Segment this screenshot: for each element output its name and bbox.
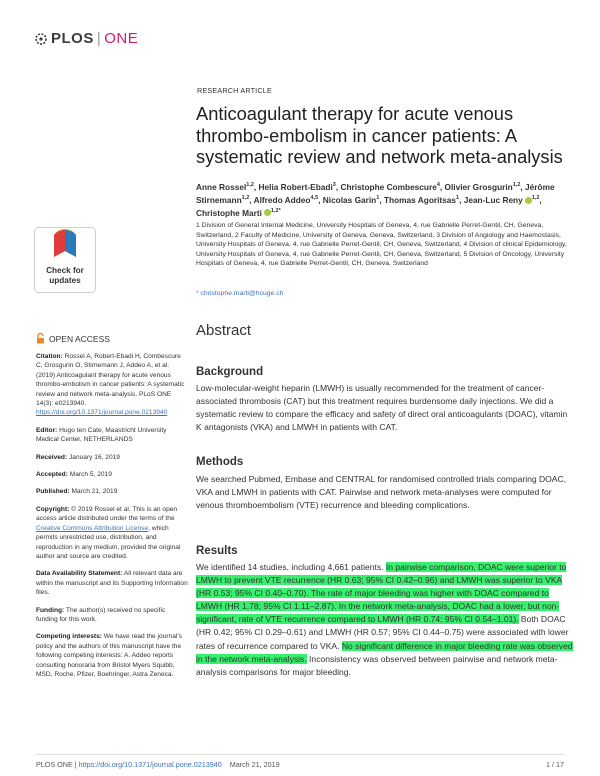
open-access-label bbox=[36, 333, 110, 344]
plos-logo-icon bbox=[34, 32, 48, 46]
article-type: RESEARCH ARTICLE bbox=[197, 86, 272, 95]
abstract-heading: Abstract bbox=[196, 322, 252, 339]
plos-one-logo[interactable] bbox=[34, 30, 138, 47]
data-availability-text: All relevant data are within the manuscript and its Supporting Information files. bbox=[36, 570, 188, 597]
footer-doi-link[interactable]: https://doi.org/10.1371/journal.pone.0213940 bbox=[78, 760, 222, 769]
check-updates-line2: updates bbox=[49, 276, 81, 285]
author-name: Alfredo Addeo bbox=[253, 194, 311, 205]
received-text: January 16, 2019 bbox=[69, 453, 120, 461]
author-list: Anne Rossel$^{1,2}$, Helia Robert-Ebadi$^3$, Christophe Combescure$^4$, Olivier Grosgurin$^{1,2}$, Jérôme Stirnemann$^{1,2}$, Alfredo Addeo$^{4,5}$, Nicolas Garin$^1$, Thomas Agoritsas$^1$, Jean-Luc Reny $^{1,2}$, Christophe Marti $^{1,2*}$ bbox=[196, 181, 555, 218]
author-name: Nicolas Garin bbox=[322, 194, 377, 205]
copyright-text: © 2019 Rossel et al. This is an open access article distributed under the terms of the bbox=[36, 505, 178, 523]
author-affiliation-sup: 3 bbox=[332, 182, 336, 188]
copyright-block bbox=[36, 505, 188, 561]
copyright-label: Copyright: bbox=[36, 505, 70, 513]
editor-text: Hugo ten Cate, Maastricht University Medical Center, NETHERLANDS bbox=[36, 426, 167, 444]
accepted-block bbox=[36, 470, 188, 479]
article-title: Anticoagulant therapy for acute venous thrombo-embolism in cancer patients: A systematic review and network meta-analysis bbox=[196, 103, 563, 167]
published-block bbox=[36, 487, 188, 496]
published-label: Published: bbox=[36, 488, 70, 496]
logo-one-text: ONE bbox=[104, 30, 139, 47]
data-availability-block bbox=[36, 569, 188, 597]
citation-label: Citation: bbox=[36, 353, 63, 360]
results-part-1: We identified 14 studies, including 4,661 patients. bbox=[196, 562, 386, 572]
corresponding-email[interactable]: * christophe.marti@hcuge.ch bbox=[196, 290, 284, 297]
author-affiliation-sup: 1,2 bbox=[531, 194, 540, 201]
citation-doi-link[interactable]: https://doi.org/10.1371/journal.pone.0213940 bbox=[36, 409, 168, 417]
author-affiliation-sup: 1,2 bbox=[241, 194, 250, 201]
license-link[interactable]: Creative Commons Attribution License bbox=[36, 524, 149, 532]
footer-separator: | bbox=[72, 760, 79, 769]
article-info-sidebar bbox=[36, 352, 188, 687]
funding-label: Funding: bbox=[36, 606, 65, 614]
author-name: Anne Rossel bbox=[196, 181, 247, 192]
author-affiliation-sup: 1 bbox=[376, 194, 380, 201]
orcid-icon[interactable] bbox=[525, 197, 532, 204]
accepted-label: Accepted: bbox=[36, 471, 68, 479]
footer-journal: PLOS ONE bbox=[36, 760, 73, 769]
results-text bbox=[196, 561, 574, 679]
open-lock-icon bbox=[36, 333, 45, 344]
accepted-text: March 5, 2019 bbox=[69, 471, 112, 479]
author-name: Helia Robert-Ebadi bbox=[258, 181, 333, 192]
footer-divider bbox=[36, 754, 564, 755]
citation-text: Rossel A, Robert-Ebadi H, Combescure C, Grosgurin O, Stirnemann J, Addeo A, et al. (2019) Anticoagulant therapy for acute venous thrombo-embolism in cancer patients: A systematic review and network meta-analysis. PLoS ONE 14(3): e0213940. bbox=[36, 353, 185, 408]
published-text: March 21, 2019 bbox=[71, 488, 118, 496]
orcid-icon[interactable] bbox=[264, 209, 271, 216]
logo-plos-text: PLOS bbox=[51, 30, 94, 47]
author-name: Jérôme Stirnemann bbox=[196, 181, 555, 205]
page-number: 1 / 17 bbox=[546, 760, 564, 769]
affiliations: 1 Division of General Internal Medicine, University Hospitals of Geneva, 4, rue Gabrielle Perret-Gentil, CH, Geneva, Switzerland, 2 Faculty of Medicine, University of Geneva, Geneva, Switzerland, 3 Division of Angiology and Haemostasis, University Hospitals of Geneva, 4, rue Gabrielle Perret-Gentil, CH, Geneva, Switzerland, 4 Division of clinical Epidemiology, University Hospitals of Geneva, 4, rue Gabrielle Perret-Gentil, CH, Geneva, Switzerland, 5 Division of Oncology, University Hospitals of Geneva, 4, rue Gabrielle Perret-Gentil, CH, Geneva, Switzerland bbox=[196, 222, 567, 268]
check-for-updates-badge[interactable] bbox=[34, 227, 96, 293]
logo-separator: | bbox=[96, 30, 102, 47]
received-block bbox=[36, 453, 188, 462]
results-heading: Results bbox=[196, 545, 238, 557]
author-name: Jean-Luc Reny bbox=[463, 194, 523, 205]
footer-left bbox=[36, 760, 280, 769]
author-affiliation-sup: 1,2 bbox=[512, 182, 521, 188]
results-highlight-2: No significant difference in major bleeding rate was observed in the network meta-analysis. bbox=[196, 640, 573, 664]
results-part-3: Both DOAC (HR 0.42; 95% CI 0.29–0.61) and LMWH (HR 0.57; 95% CI 0.44–0.75) were associated with lower rates of recurrence compared to VKA. bbox=[196, 614, 569, 651]
editor-block bbox=[36, 426, 188, 445]
check-updates-line1: Check for bbox=[46, 266, 84, 275]
author-name: Thomas Agoritsas bbox=[383, 194, 457, 205]
background-text: Low-molecular-weight heparin (LMWH) is usually recommended for the treatment of cancer-associated thrombosis (CAT) but this treatment requires burdensome daily injections. We did a systematic review to compare the efficacy and safety of direct oral anticoagulants (DOAC), vitamin K antagonists (VKA) and LMWH in patients with CAT. bbox=[196, 383, 568, 433]
author-name: Christophe Combescure bbox=[340, 181, 437, 192]
received-label: Received: bbox=[36, 453, 68, 461]
footer-date: March 21, 2019 bbox=[229, 760, 280, 769]
competing-interests-block bbox=[36, 632, 188, 679]
funding-block bbox=[36, 606, 188, 625]
author-affiliation-sup: 4 bbox=[436, 182, 440, 188]
page-footer bbox=[36, 760, 564, 769]
author-affiliation-sup: 1,2 bbox=[246, 182, 254, 188]
copyright-text-cont: , which permits unrestricted use, distribution, and reproduction in any medium, provided the original author and source are credited. bbox=[36, 524, 181, 560]
author-name: Christophe Marti bbox=[196, 207, 262, 218]
methods-heading: Methods bbox=[196, 456, 244, 468]
competing-interests-label: Competing interests: bbox=[36, 633, 102, 641]
author-affiliation-sup: 4,5 bbox=[310, 194, 319, 201]
open-access-text: OPEN ACCESS bbox=[49, 333, 110, 344]
check-for-updates-icon bbox=[34, 227, 96, 293]
data-availability-label: Data Availability Statement: bbox=[36, 570, 123, 578]
results-highlight-1: In pairwise comparison, DOAC were superior to LMWH to prevent VTE recurrence (HR 0.63; 95% CI 0.42–0.96) and LMWH was superior to VKA (HR 0.53; 95% CI 0.40–0.70). The rate of major bleeding was higher with DOAC compared to LMWH (HR 1.78; 95% CI 1.11–2.87). In the network meta-analysis, DOAC had a lower, but non-significant, rate of VTE recurrence compared to LMWH (HR 0.74; 95% CI 0.54–1.01). bbox=[196, 562, 567, 625]
results-part-5: Inconsistency was observed between pairwise and network meta-analysis comparisons for major bleeding. bbox=[196, 653, 558, 677]
funding-text: The author(s) received no specific funding for this work. bbox=[36, 606, 166, 623]
citation-block bbox=[36, 352, 188, 418]
author-affiliation-sup: 1 bbox=[456, 194, 460, 201]
competing-interests-text: We have read the journal's policy and the authors of this manuscript have the following competing interests: A. Addeo reports consulting honoraria from Bristol Myers Squibb, MSD, Roche, Pfizer, Boehringer, Astra Zeneca. bbox=[36, 633, 182, 678]
background-heading: Background bbox=[196, 366, 264, 378]
author-affiliation-sup: 1,2* bbox=[270, 207, 281, 214]
editor-label: Editor: bbox=[36, 426, 58, 434]
methods-text: We searched Pubmed, Embase and CENTRAL for randomised controlled trials comparing DOAC, VKA and LMWH in patients with CAT. Pairwise and network meta-analyses were computed for venous thromboembolism (VTE) recurrence and bleeding complications. bbox=[196, 474, 567, 511]
author-name: Olivier Grosgurin bbox=[444, 181, 513, 192]
